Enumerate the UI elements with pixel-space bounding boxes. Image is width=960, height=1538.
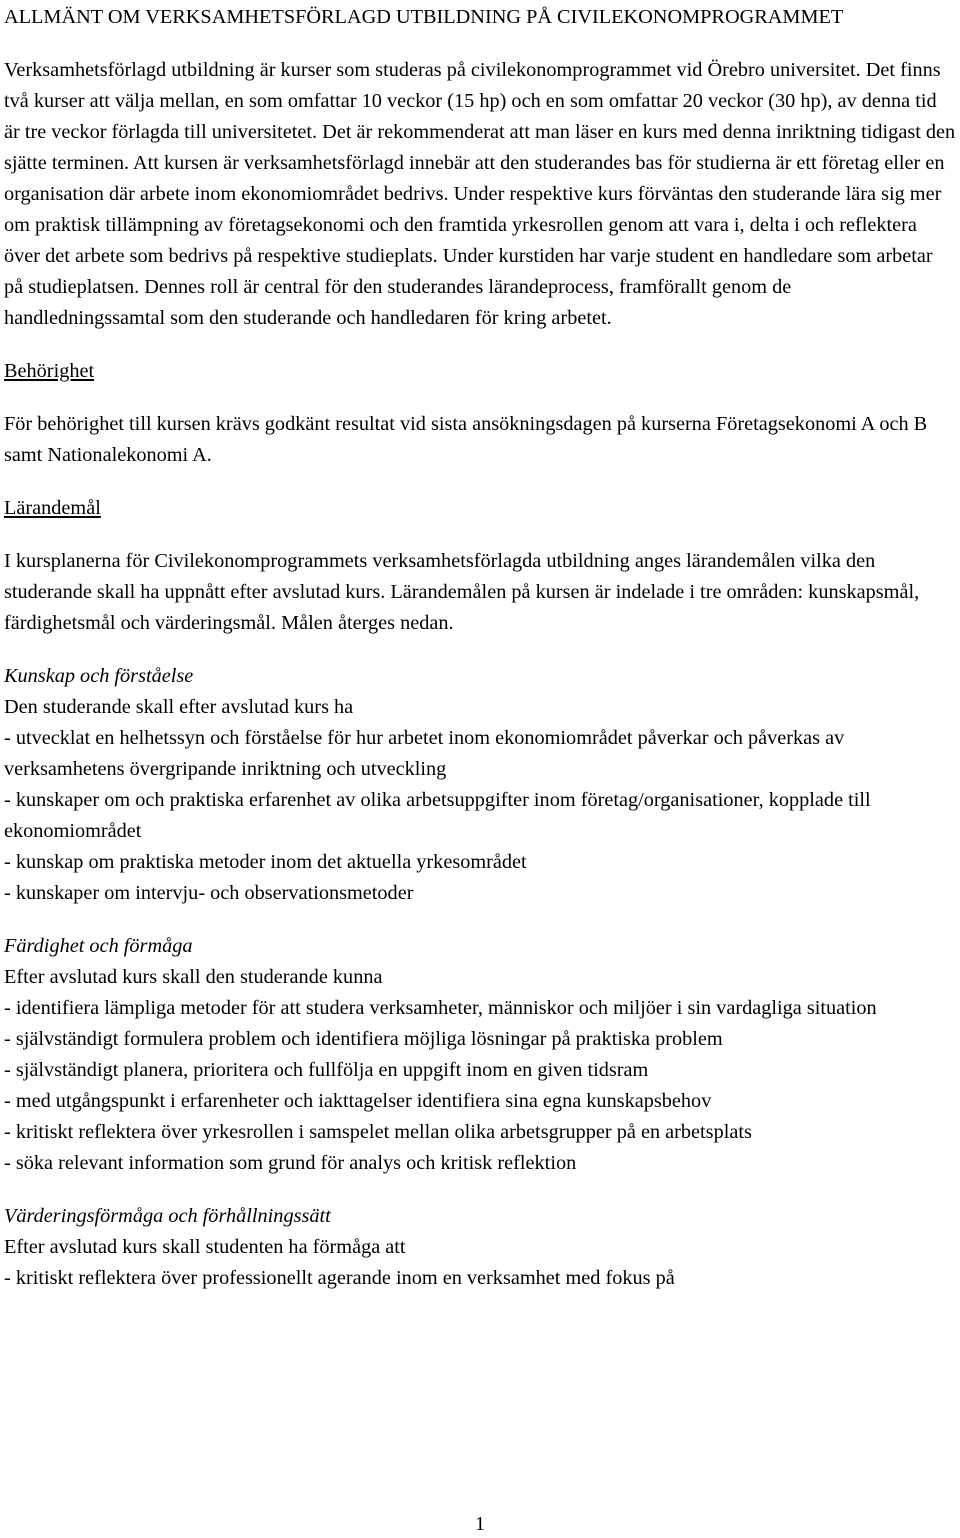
fardighet-heading: Färdighet och förmåga xyxy=(4,935,193,957)
larandemal-heading: Lärandemål xyxy=(4,497,101,519)
intro-paragraph: Verksamhetsförlagd utbildning är kurser som studeras på civilekonomprogrammet vid Örebro universitet. Det finns två kurser att välja mellan, en som omfattar 10 veckor (15 hp) och en som omfattar 20 veckor (30 hp), av denna tid är tre veckor förlagda till universitetet. Det är rekommenderat att man läser en kurs med denna inriktning tidigast den sjätte terminen. Att kursen är verksamhetsförlagd innebär att den studerandes bas för studierna är ett företag eller en organisation där arbete inom ekonomiområdet bedrivs. Under respektive kurs förväntas den studerande lära sig mer om praktisk tillämpning av företagsekonomi och den framtida yrkesrollen genom att vara i, delta i och reflektera över det arbete som bedrivs på respektive studieplats. Under kurstiden har varje student en handledare som arbetar på studieplatsen. Dennes roll är central för den studerandes lärandeprocess, framförallt genom de handledningssamtal som den studerande och handledaren för kring arbetet. xyxy=(4,59,956,329)
larandemal-paragraph: I kursplanerna för Civilekonomprogrammets verksamhetsförlagda utbildning anges lärandemålen vilka den studerande skall ha uppnått efter avslutad kurs. Lärandemålen på kursen är indelade i tre områden: kunskapsmål, färdighetsmål och värderingsmål. Målen återges nedan. xyxy=(4,550,920,634)
list-item: - kritiskt reflektera över professionellt agerande inom en verksamhet med fokus på xyxy=(4,1267,675,1289)
list-item: - kunskaper om och praktiska erfarenhet av olika arbetsuppgifter inom företag/organisationer, kopplade till ekonomiområdet xyxy=(4,789,871,842)
page-number: 1 xyxy=(475,1513,485,1535)
vardering-section xyxy=(4,1201,956,1294)
list-item: - självständigt planera, prioritera och fullfölja en uppgift inom en given tidsram xyxy=(4,1059,649,1081)
document-page xyxy=(4,2,956,1316)
list-item: - med utgångspunkt i erfarenheter och iakttagelser identifiera sina egna kunskapsbehov xyxy=(4,1090,712,1112)
list-item: - kritiskt reflektera över yrkesrollen i samspelet mellan olika arbetsgrupper på en arbetsplats xyxy=(4,1121,752,1143)
fardighet-section xyxy=(4,931,956,1179)
vardering-heading: Värderingsförmåga och förhållningssätt xyxy=(4,1205,331,1227)
list-item: - utvecklat en helhetssyn och förståelse för hur arbetet inom ekonomiområdet påverkar och påverkas av verksamhetens övergripande inriktning och utveckling xyxy=(4,727,845,780)
list-item: - söka relevant information som grund för analys och kritisk reflektion xyxy=(4,1152,577,1174)
list-item: - kunskaper om intervju- och observationsmetoder xyxy=(4,882,414,904)
kunskap-lead: Den studerande skall efter avslutad kurs ha xyxy=(4,696,354,718)
kunskap-section xyxy=(4,661,956,909)
fardighet-lead: Efter avslutad kurs skall den studerande kunna xyxy=(4,966,383,988)
list-item: - kunskap om praktiska metoder inom det aktuella yrkesområdet xyxy=(4,851,527,873)
vardering-lead: Efter avslutad kurs skall studenten ha förmåga att xyxy=(4,1236,406,1258)
kunskap-heading: Kunskap och förståelse xyxy=(4,665,194,687)
list-item: - självständigt formulera problem och identifiera möjliga lösningar på praktiska problem xyxy=(4,1028,723,1050)
document-title: ALLMÄNT OM VERKSAMHETSFÖRLAGD UTBILDNING PÅ CIVILEKONOMPROGRAMMET xyxy=(4,6,844,28)
behorighet-paragraph: För behörighet till kursen krävs godkänt resultat vid sista ansökningsdagen på kurserna Företagsekonomi A och B samt Nationalekonomi A. xyxy=(4,413,928,466)
behorighet-heading: Behörighet xyxy=(4,360,95,382)
list-item: - identifiera lämpliga metoder för att studera verksamheter, människor och miljöer i sin vardagliga situation xyxy=(4,997,877,1019)
